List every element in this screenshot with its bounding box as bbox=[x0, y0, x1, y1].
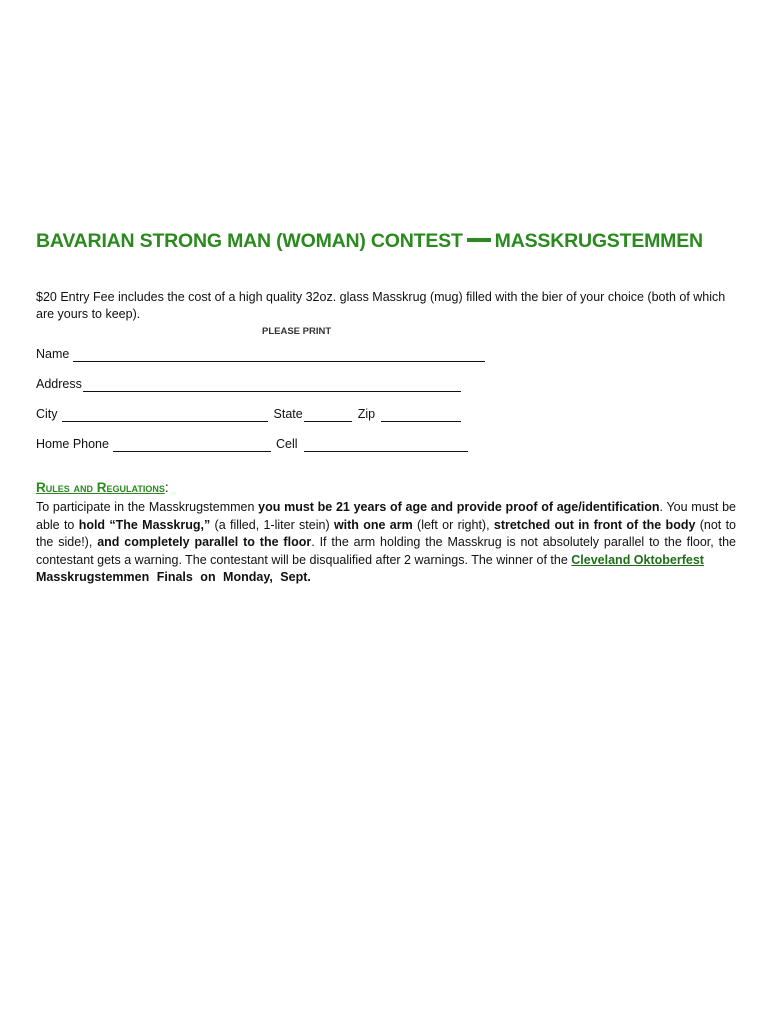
title-main: BAVARIAN STRONG MAN (WOMAN) CONTEST bbox=[36, 230, 463, 252]
state-field[interactable] bbox=[304, 409, 352, 422]
cell-field[interactable] bbox=[304, 439, 468, 452]
rules-text-5: (not to the side!), bbox=[36, 517, 737, 549]
city-label: City bbox=[36, 407, 58, 421]
name-row bbox=[36, 346, 485, 362]
home-phone-field[interactable] bbox=[113, 439, 271, 452]
rules-heading bbox=[36, 480, 169, 495]
page-title bbox=[36, 230, 703, 253]
event-name-link: Cleveland Oktoberfest bbox=[571, 552, 704, 567]
rules-text-3: (a filled, 1-liter stein) bbox=[210, 517, 334, 532]
rules-parallel: and completely parallel to the floor bbox=[97, 535, 312, 549]
city-state-zip-row bbox=[36, 406, 461, 422]
address-field[interactable] bbox=[83, 379, 461, 392]
name-label: Name bbox=[36, 347, 70, 361]
rules-hold-masskrug: hold “The Masskrug,” bbox=[78, 517, 211, 532]
entry-fee-text: $20 Entry Fee includes the cost of a high quality 32oz. glass Masskrug (mug) filled with the bier of your choice (both of which are yours to keep). bbox=[36, 290, 726, 321]
finals-date: Masskrugstemmen Finals on Monday, Sept. bbox=[36, 570, 311, 584]
name-field[interactable] bbox=[73, 349, 485, 362]
rules-text-2: . You must be able to bbox=[36, 500, 736, 532]
rules-text-6: . If the arm holding the Masskrug is not absolutely parallel to the floor, the contestant gets a warning. The contestant will be disqualified after 2 warnings. The winner of the bbox=[36, 535, 737, 567]
rules-age-requirement: you must be 21 years of age and provide proof of age/identification bbox=[258, 500, 660, 514]
home-phone-label: Home Phone bbox=[36, 437, 109, 451]
state-label: State bbox=[273, 407, 303, 421]
rules-one-arm: with one arm bbox=[333, 517, 413, 532]
rules-heading-text: Rules and Regulations bbox=[36, 480, 165, 495]
address-row bbox=[36, 376, 461, 392]
zip-label: Zip bbox=[357, 407, 376, 421]
rules-text-4: (left or right), bbox=[412, 517, 494, 532]
rules-text bbox=[36, 499, 736, 587]
city-field[interactable] bbox=[62, 409, 268, 422]
phone-row bbox=[36, 436, 468, 452]
title-event-name: MASSKRUGSTEMMEN bbox=[494, 230, 703, 252]
rules-heading-colon: : bbox=[164, 480, 169, 495]
rules-stretched-out: stretched out in front of the body bbox=[493, 517, 696, 532]
cell-label: Cell bbox=[275, 437, 298, 451]
rules-text-1: To participate in the Masskrugstemmen bbox=[36, 500, 259, 514]
please-print-note: PLEASE PRINT bbox=[262, 326, 332, 337]
title-dash bbox=[467, 238, 491, 242]
zip-field[interactable] bbox=[381, 409, 461, 422]
address-label: Address bbox=[36, 377, 82, 391]
